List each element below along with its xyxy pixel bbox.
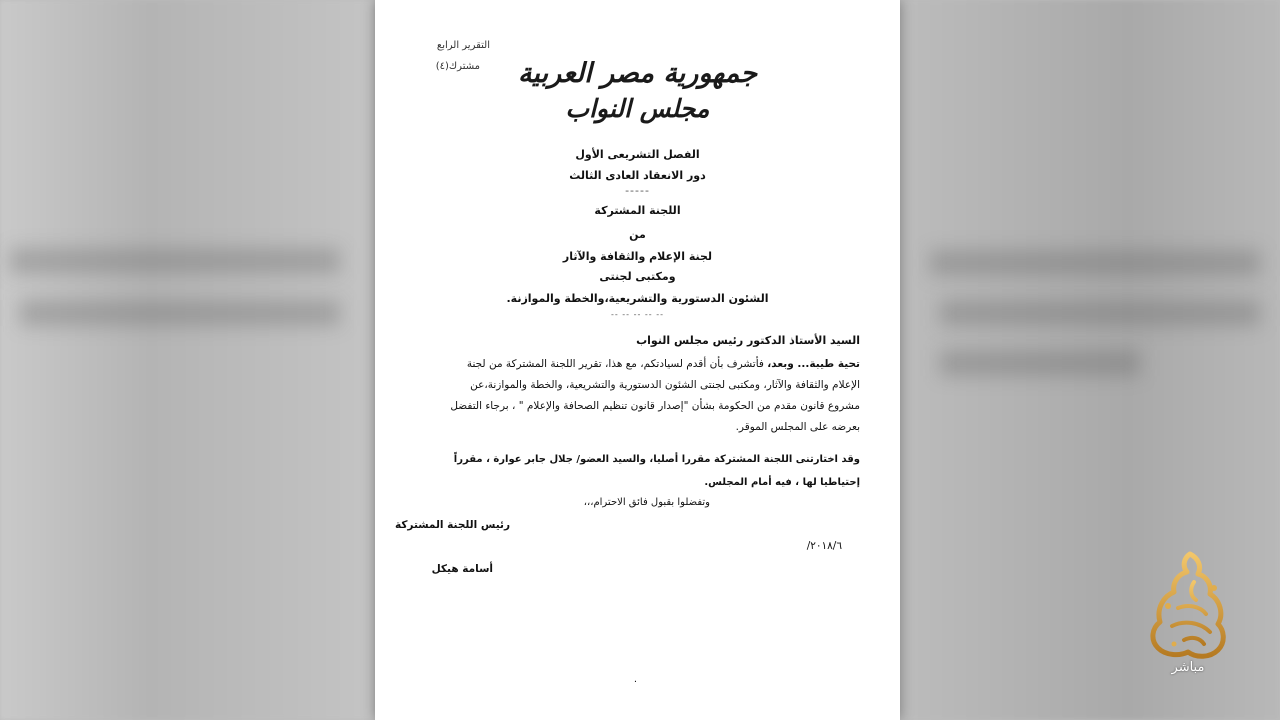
report-number: التقرير الرابع — [436, 40, 490, 51]
session-round: دور الانعقاد العادى الثالث — [569, 169, 706, 182]
paragraph-2-line-2: إحتياطيا لها ، فيه أمام المجلس. — [704, 477, 860, 488]
committee-line-3: الشئون الدستورية والتشريعية،والخطة والموازنة. — [506, 292, 769, 305]
closing-line: وتفضلوا بقبول فائق الاحترام،،، — [583, 497, 710, 508]
joint-number: مشترك(٤) — [435, 61, 480, 72]
paragraph-1-line-2: الإعلام والثقافة والآثار، ومكتبى لجنتى الشئون الدستورية والتشريعية، والخطة والموازنة،عن — [470, 379, 860, 391]
greeting: تحية طيبة... وبعد، — [767, 358, 860, 370]
committee-line-2: ومكتبى لجنتى — [599, 270, 676, 283]
header-republic-calligraphy: جمهورية مصر العربية — [517, 58, 758, 89]
committee-line-1: لجنة الإعلام والثقافة والآثار — [562, 250, 713, 263]
signature-title: رئيس اللجنة المشتركة — [394, 519, 510, 531]
background-blur-band — [10, 248, 340, 274]
separator: ----- — [625, 184, 650, 197]
paragraph-2 — [415, 448, 860, 494]
background-blur-band — [20, 300, 340, 326]
page-mark: . — [633, 674, 637, 685]
committee-from: من — [629, 228, 646, 241]
paragraph-1-line-4: بعرضه على المجلس الموقر. — [735, 421, 860, 433]
separator: -- -- -- -- -- — [610, 310, 665, 319]
background-left — [0, 0, 375, 720]
paragraph-1-line-3: مشروع قانون مقدم من الحكومة بشأن "إصدار قانون تنظيم الصحافة والإعلام " ، برجاء التفضل — [450, 400, 860, 412]
committee-title: اللجنة المشتركة — [594, 204, 681, 217]
salutation: السيد الأستاذ الدكتور رئيس مجلس النواب — [636, 334, 860, 347]
background-blur-band — [940, 350, 1140, 376]
paragraph-1 — [415, 354, 860, 438]
header-parliament-calligraphy: مجلس النواب — [565, 94, 710, 123]
live-label: مباشر — [1171, 660, 1205, 675]
background-blur-band — [930, 250, 1260, 276]
paragraph-1-line-1: فأتشرف بأن أقدم لسيادتكم، مع هذا، تقرير اللجنة المشتركة من لجنة — [466, 358, 768, 370]
signature-name: أسامة هيكل — [431, 563, 493, 575]
legislative-term: الفصل التشريعى الأول — [575, 148, 700, 161]
signature-date: ٢٠١٨/٦/ — [806, 540, 842, 552]
document-page — [375, 0, 900, 720]
background-blur-band — [940, 300, 1260, 326]
paragraph-2-line-1: وقد اختارتنى اللجنة المشتركة مقررا أصليا، والسيد العضو/ جلال جابر عوارة ، مقرراً — [453, 454, 860, 465]
